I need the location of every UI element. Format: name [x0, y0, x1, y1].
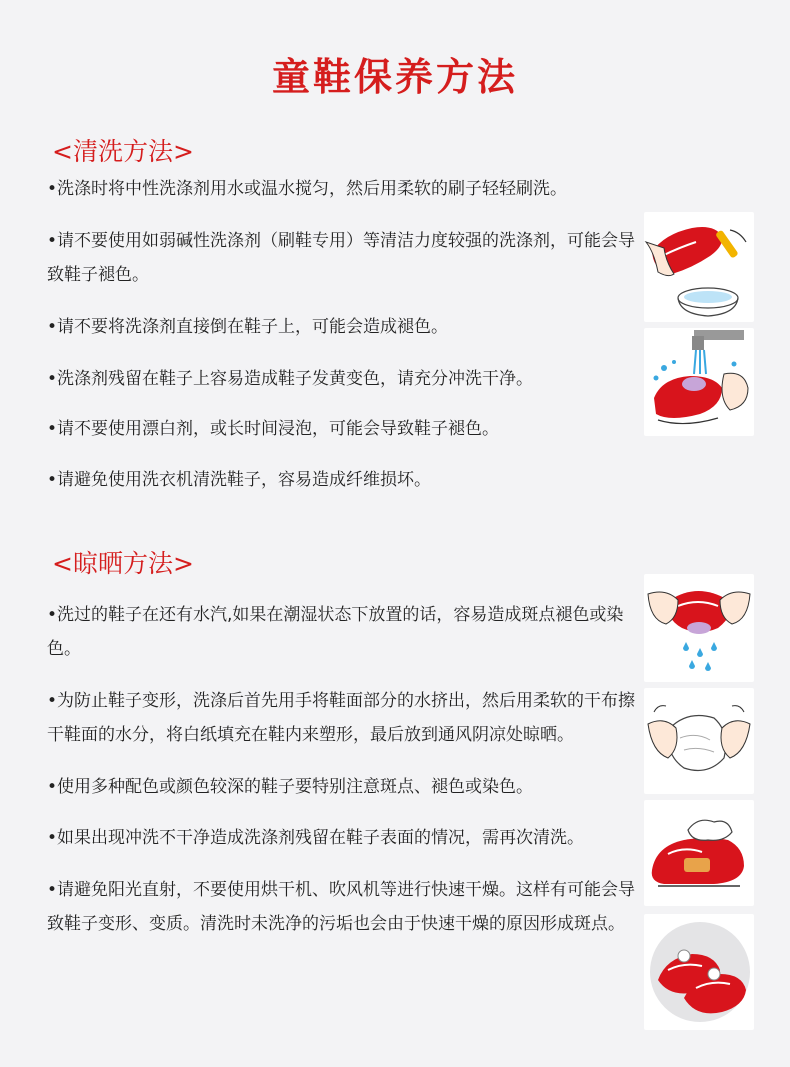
washing-heading: <清洗方法> — [52, 137, 194, 166]
squeeze-shoe-illustration — [644, 574, 754, 682]
washing-item-4: •洗涤剂残留在鞋子上容易造成鞋子发黄变色，请充分冲洗干净。 — [47, 369, 534, 389]
washing-item-2: •请不要使用如弱碱性洗涤剂（刷鞋专用）等清洁力度较强的洗涤剂，可能会导致鞋子褪色。 — [47, 231, 636, 285]
washing-item-5: •请不要使用漂白剂，或长时间浸泡，可能会导致鞋子褪色。 — [47, 419, 500, 439]
drying-item-2: •为防止鞋子变形，洗涤后首先用手将鞋面部分的水挤出，然后用柔软的干布擦干鞋面的水分，将白纸填充在鞋内来塑形，最后放到通风阴凉处晾晒。 — [47, 691, 636, 745]
washing-item-3: •请不要将洗涤剂直接倒在鞋子上，可能会造成褪色。 — [47, 317, 449, 337]
washing-item-6: •请避免使用洗衣机清洗鞋子，容易造成纤维损坏。 — [47, 470, 432, 490]
drying-item-3: •使用多种配色或颜色较深的鞋子要特别注意斑点、褪色或染色。 — [47, 777, 534, 797]
page-title: 童鞋保养方法 — [271, 55, 518, 99]
drying-heading: <晾晒方法> — [52, 549, 194, 578]
shoes-in-shade-illustration — [644, 914, 754, 1030]
stuffed-shoe-illustration — [644, 800, 754, 906]
washing-item-1: •洗涤时将中性洗涤剂用水或温水搅匀，然后用柔软的刷子轻轻刷洗。 — [47, 179, 568, 199]
brush-shoe-illustration — [644, 212, 754, 322]
drying-item-4: •如果出现冲洗不干净造成洗涤剂残留在鞋子表面的情况，需再次清洗。 — [47, 828, 585, 848]
drying-item-1: •洗过的鞋子在还有水汽,如果在潮湿状态下放置的话，容易造成斑点褪色或染色。 — [47, 605, 624, 659]
wipe-cloth-illustration — [644, 688, 754, 794]
drying-item-5: •请避免阳光直射，不要使用烘干机、吹风机等进行快速干燥。这样有可能会导致鞋子变形、变质。清洗时未洗净的污垢也会由于快速干燥的原因形成斑点。 — [47, 880, 636, 934]
rinse-shoe-illustration — [644, 328, 754, 436]
